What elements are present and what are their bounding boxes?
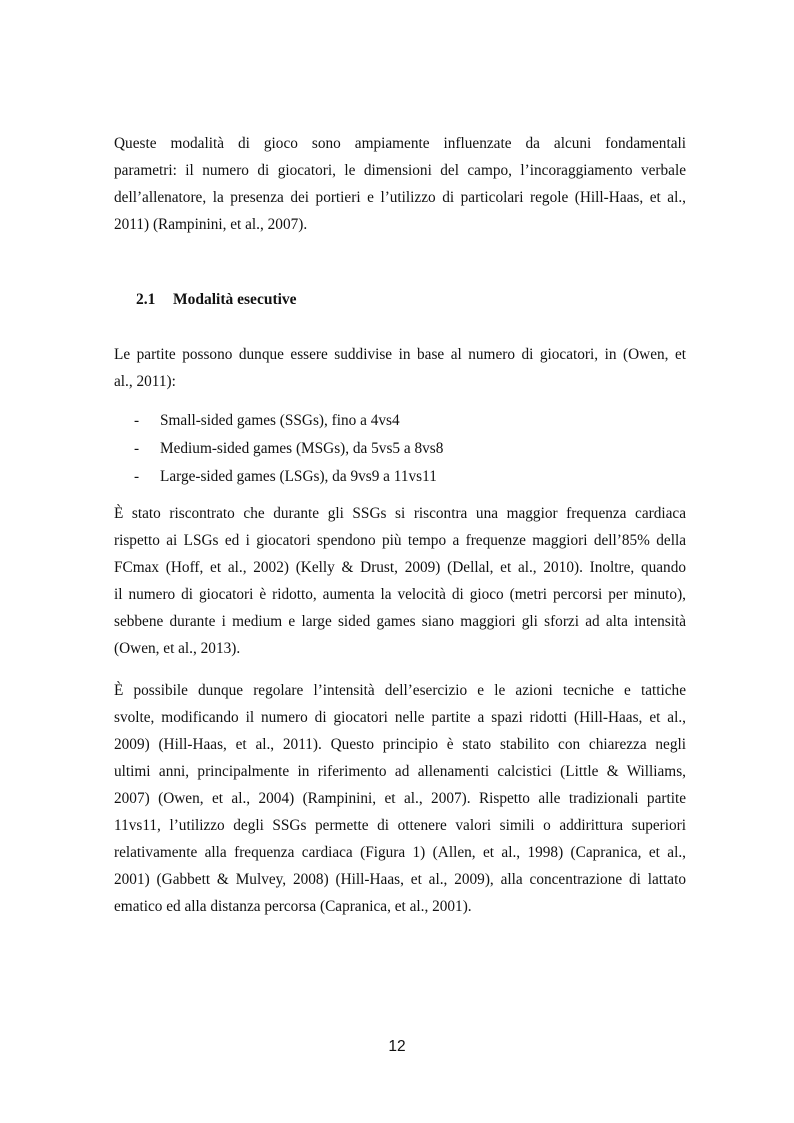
paragraph-ssg-findings xyxy=(114,500,686,662)
list-item-text: Small-sided games (SSGs), fino a 4vs4 xyxy=(160,412,400,429)
list-item-text: Large-sided games (LSGs), da 9vs9 a 11vs11 xyxy=(160,468,437,485)
list-bullet: - xyxy=(134,412,140,429)
text-line: il numero di giocatori è ridotto, aumenta la velocità di gioco (metri percorsi per minuto), xyxy=(114,586,686,603)
list-bullet: - xyxy=(134,468,140,485)
text-line: 2009) (Hill-Haas, et al., 2011). Questo principio è stato stabilito con chiarezza negli xyxy=(114,736,686,753)
text-line: 2007) (Owen, et al., 2004) (Rampinini, et al., 2007). Rispetto alle tradizionali partite xyxy=(114,790,686,807)
text-line: (Owen, et al., 2013). xyxy=(114,640,241,657)
paragraph-classification xyxy=(114,341,686,395)
text-line: Le partite possono dunque essere suddivise in base al numero di giocatori, in (Owen, et xyxy=(114,346,686,363)
section-heading xyxy=(136,291,297,309)
text-line: 11vs11, l’utilizzo degli SSGs permette di ottenere valori simili o addirittura superiori xyxy=(114,817,686,834)
text-line: dell’allenatore, la presenza dei portieri e l’utilizzo di particolari regole (Hill-Haas, et al., xyxy=(114,189,686,206)
text-line: 2011) (Rampinini, et al., 2007). xyxy=(114,216,308,233)
game-types-list xyxy=(134,407,443,491)
text-line: 2001) (Gabbett & Mulvey, 2008) (Hill-Haas, et al., 2009), alla concentrazione di lattato xyxy=(114,871,686,888)
text-line: È stato riscontrato che durante gli SSGs si riscontra una maggior frequenza cardiaca xyxy=(114,505,686,522)
text-line: FCmax (Hoff, et al., 2002) (Kelly & Drust, 2009) (Dellal, et al., 2010). Inoltre, quando xyxy=(114,559,686,576)
list-item xyxy=(134,435,443,463)
paragraph-intro xyxy=(114,130,686,238)
list-item-text: Medium-sided games (MSGs), da 5vs5 a 8vs8 xyxy=(160,440,444,457)
text-line: rispetto ai LSGs ed i giocatori spendono più tempo a frequenze maggiori dell’85% della xyxy=(114,532,686,549)
section-title: Modalità esecutive xyxy=(173,291,297,308)
list-bullet: - xyxy=(134,440,140,457)
text-line: parametri: il numero di giocatori, le dimensioni del campo, l’incoraggiamento verbale xyxy=(114,162,686,179)
text-line: È possibile dunque regolare l’intensità dell’esercizio e le azioni tecniche e tattiche xyxy=(114,682,686,699)
text-line: svolte, modificando il numero di giocatori nelle partite a spazi ridotti (Hill-Haas, et al., xyxy=(114,709,686,726)
list-item xyxy=(134,463,443,491)
text-line: ultimi anni, principalmente in riferimento ad allenamenti calcistici (Little & Williams, xyxy=(114,763,686,780)
page-number: 12 xyxy=(388,1038,406,1055)
paragraph-intensity xyxy=(114,677,686,920)
text-line: Queste modalità di gioco sono ampiamente influenzate da alcuni fondamentali xyxy=(114,135,686,152)
text-line: sebbene durante i medium e large sided games siano maggiori gli sforzi ad alta intensità xyxy=(114,613,686,630)
text-line: ematico ed alla distanza percorsa (Capranica, et al., 2001). xyxy=(114,898,472,915)
text-line: relativamente alla frequenza cardiaca (Figura 1) (Allen, et al., 1998) (Capranica, et al., xyxy=(114,844,686,861)
list-item xyxy=(134,407,443,435)
text-line: al., 2011): xyxy=(114,373,176,390)
section-number: 2.1 xyxy=(136,291,156,308)
